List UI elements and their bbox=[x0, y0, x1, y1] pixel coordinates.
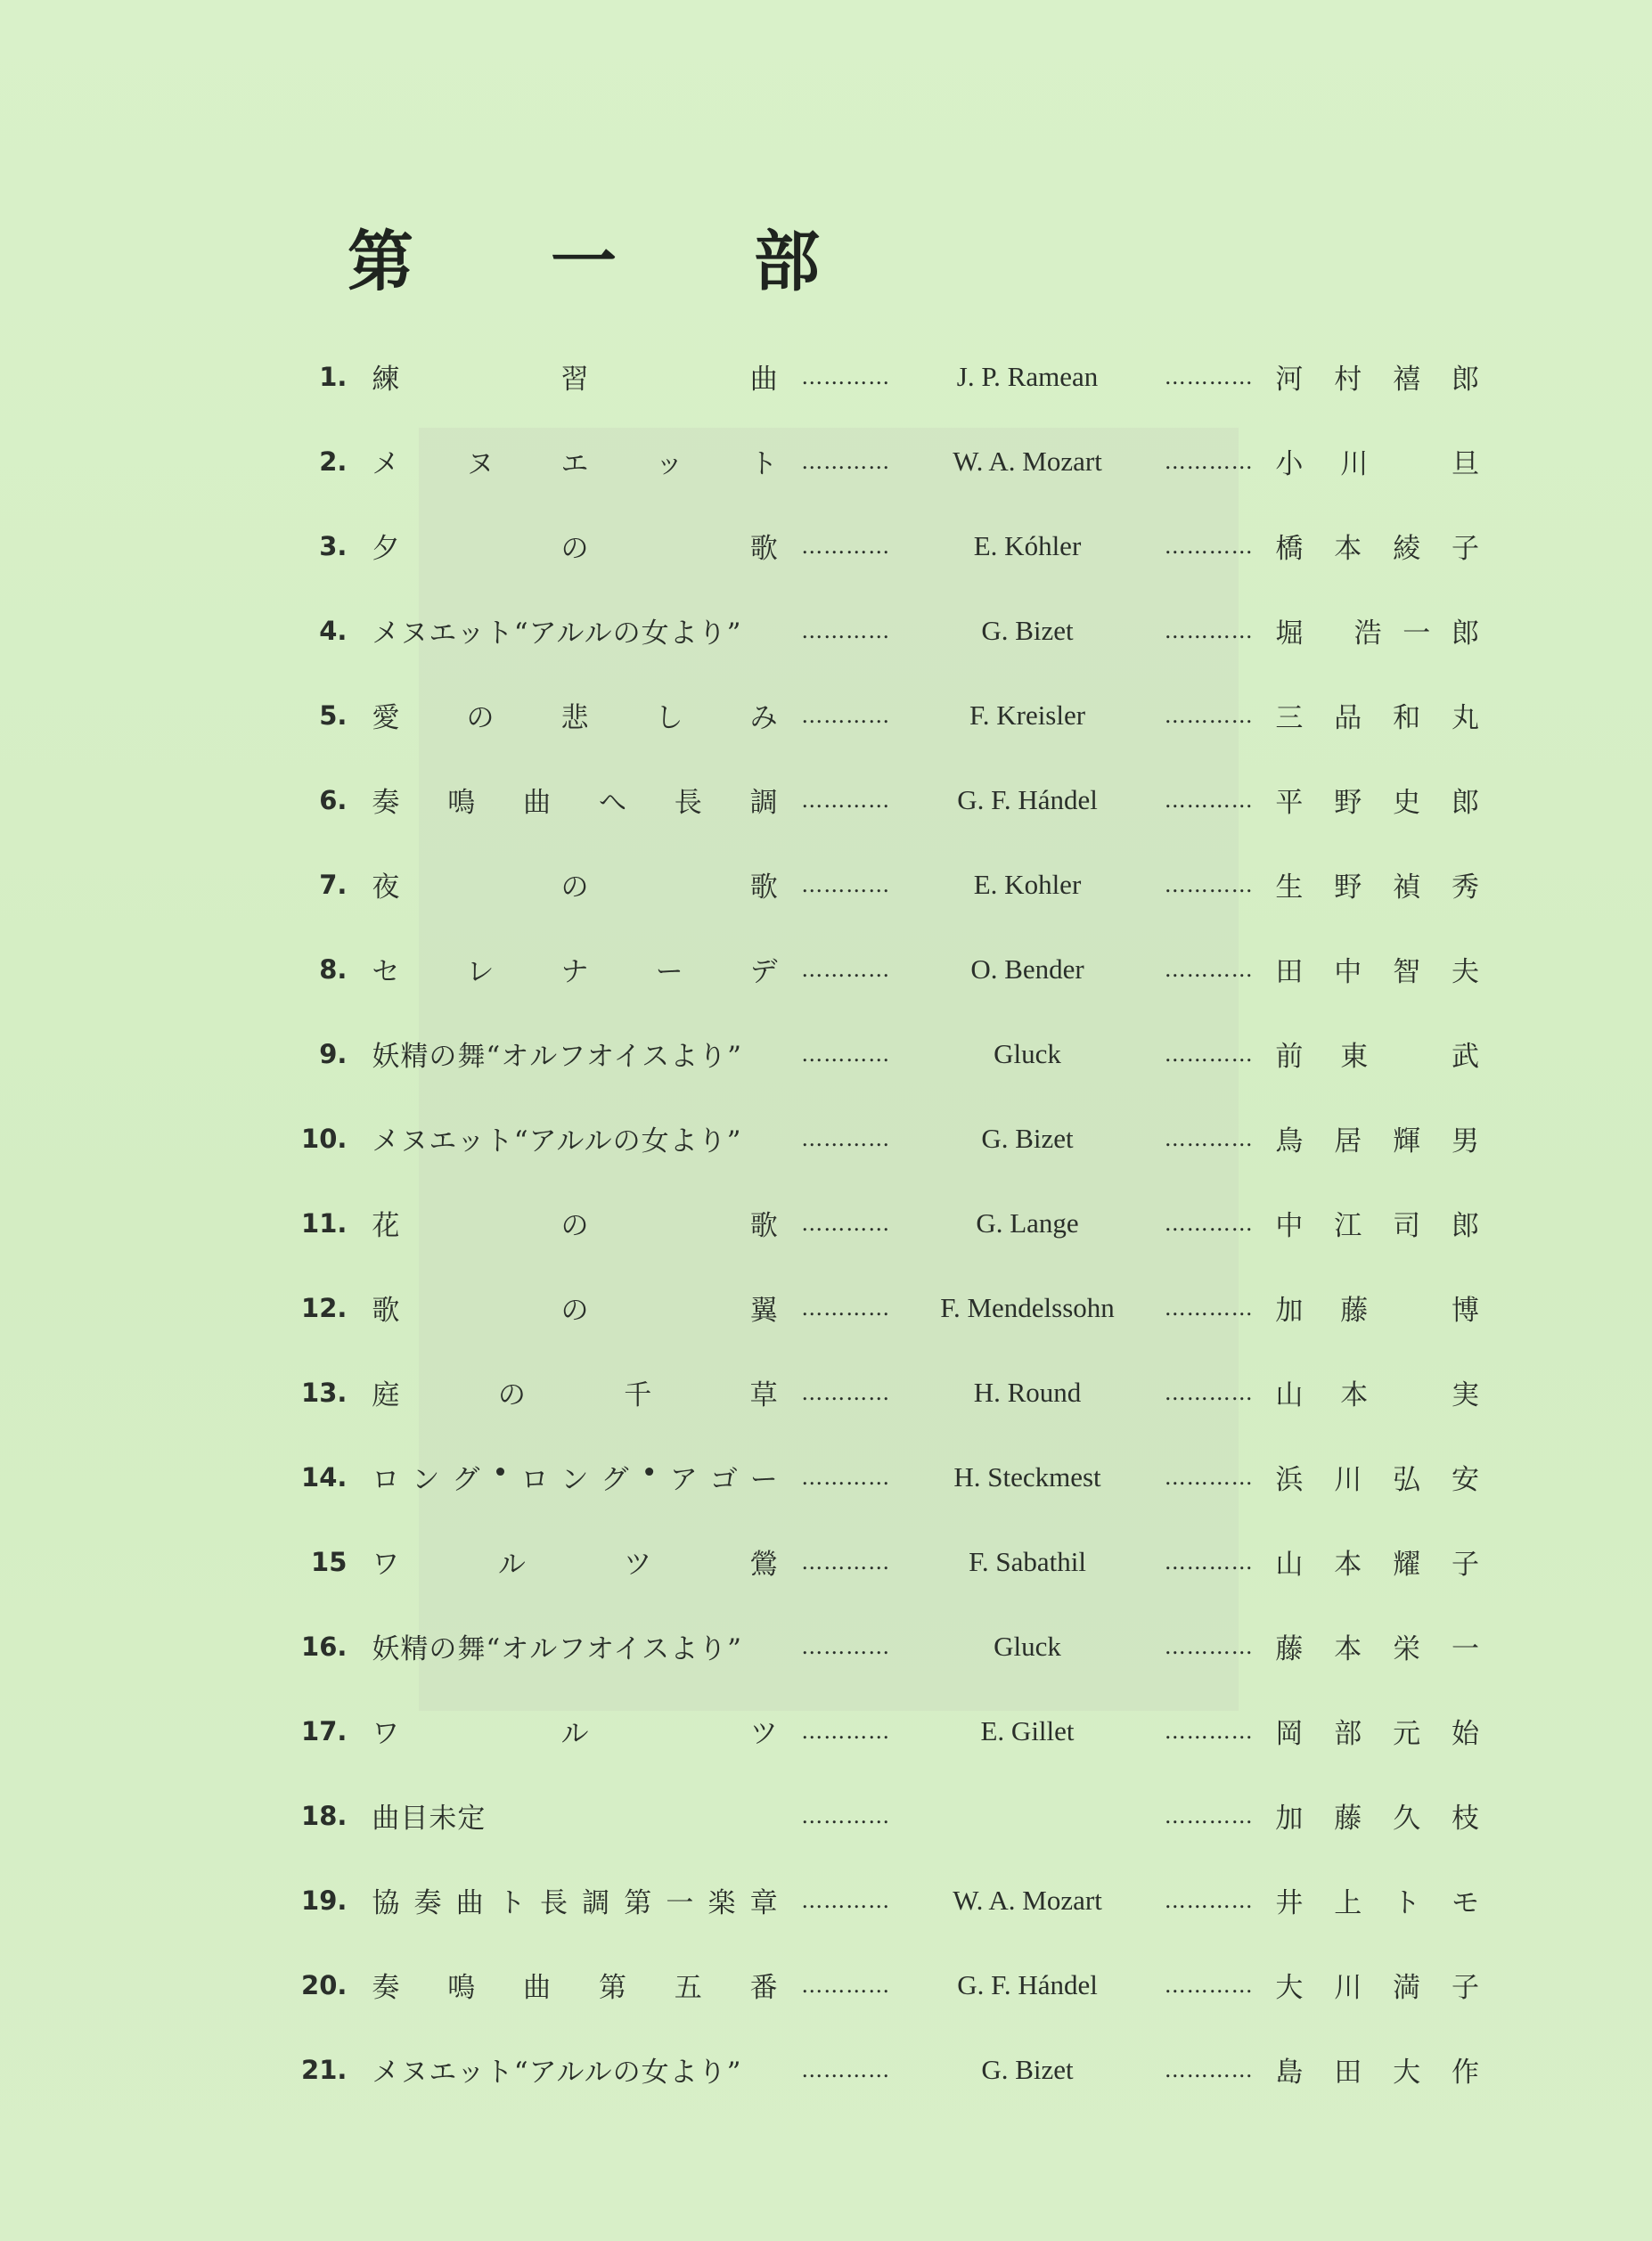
composer-name: W. A. Mozart bbox=[953, 445, 1102, 477]
leader-dots: ………… bbox=[1164, 1803, 1254, 1828]
leader-dots: ………… bbox=[801, 1549, 891, 1574]
item-number: 13. bbox=[301, 1377, 348, 1408]
composer-name: Gluck bbox=[994, 1630, 1061, 1662]
composer-name: E. Gillet bbox=[980, 1714, 1075, 1746]
leader-dots: ………… bbox=[1164, 618, 1254, 643]
leader-dots: ………… bbox=[801, 1633, 891, 1659]
item-number: 21. bbox=[301, 2054, 348, 2085]
leader-dots: ………… bbox=[801, 1464, 891, 1490]
performer-name: 井 上 ト モ bbox=[1275, 1887, 1479, 1919]
performer-name: 河 村 禧 郎 bbox=[1275, 364, 1479, 396]
leader-dots: ………… bbox=[801, 533, 891, 559]
program-row bbox=[258, 2027, 1479, 2112]
program-row bbox=[258, 673, 1479, 757]
piece-title: メヌエット“アルルの女より” bbox=[372, 618, 742, 650]
composer-name: G. Bizet bbox=[981, 614, 1074, 646]
program-row bbox=[258, 419, 1479, 503]
piece-title: 奏 鳴 曲 へ 長 調 bbox=[372, 787, 780, 819]
composer-name: J. P. Ramean bbox=[956, 360, 1099, 392]
leader-dots: ………… bbox=[801, 1379, 891, 1405]
performer-name: 藤 本 栄 一 bbox=[1275, 1633, 1479, 1665]
program-row bbox=[258, 1858, 1479, 1942]
performer-name: 大 川 満 子 bbox=[1275, 1972, 1479, 2004]
performer-name: 生 野 禎 秀 bbox=[1275, 871, 1479, 904]
piece-title: 歌 の 翼 bbox=[372, 1295, 780, 1327]
composer-name: F. Sabathil bbox=[969, 1545, 1086, 1577]
program-row bbox=[258, 1435, 1479, 1519]
composer-name: G. Bizet bbox=[981, 2053, 1074, 2085]
composer-name: Gluck bbox=[994, 1037, 1061, 1069]
program-row bbox=[258, 1773, 1479, 1858]
piece-title: 花 の 歌 bbox=[372, 1210, 780, 1242]
performer-name: 鳥 居 輝 男 bbox=[1275, 1125, 1479, 1157]
leader-dots: ………… bbox=[1164, 1633, 1254, 1659]
item-number: 14. bbox=[301, 1461, 348, 1493]
piece-title: ロ ン グ • ロ ン グ • ア ゴ ー bbox=[372, 1457, 780, 1496]
performer-name: 堀 浩 一 郎 bbox=[1275, 618, 1479, 650]
leader-dots: ………… bbox=[1164, 2057, 1254, 2082]
program-row bbox=[258, 588, 1479, 673]
program-row bbox=[258, 334, 1479, 419]
leader-dots: ………… bbox=[801, 1803, 891, 1828]
performer-name: 三 品 和 丸 bbox=[1275, 702, 1479, 734]
piece-title: 夜 の 歌 bbox=[372, 871, 780, 904]
leader-dots: ………… bbox=[801, 702, 891, 728]
item-number: 15 bbox=[311, 1546, 348, 1577]
performer-name: 平 野 史 郎 bbox=[1275, 787, 1479, 819]
leader-dots: ………… bbox=[1164, 364, 1254, 389]
leader-dots: ………… bbox=[801, 1887, 891, 1913]
piece-title: 庭 の 千 草 bbox=[372, 1379, 780, 1411]
item-number: 9. bbox=[319, 1038, 348, 1069]
program-row bbox=[258, 927, 1479, 1011]
piece-title: 夕 の 歌 bbox=[372, 533, 780, 565]
item-number: 17. bbox=[301, 1715, 348, 1746]
leader-dots: ………… bbox=[1164, 1718, 1254, 1744]
leader-dots: ………… bbox=[801, 1295, 891, 1321]
piece-title: メヌエット“アルルの女より” bbox=[372, 1125, 742, 1157]
leader-dots: ………… bbox=[1164, 871, 1254, 897]
leader-dots: ………… bbox=[801, 448, 891, 474]
piece-title: 愛 の 悲 し み bbox=[372, 702, 780, 734]
composer-name: E. Kohler bbox=[973, 868, 1082, 900]
leader-dots: ………… bbox=[801, 1125, 891, 1151]
composer-name: F. Kreisler bbox=[969, 699, 1086, 731]
item-number: 20. bbox=[301, 1969, 348, 2000]
program-list bbox=[258, 334, 1479, 2112]
program-row bbox=[258, 842, 1479, 927]
program-row bbox=[258, 1689, 1479, 1773]
performer-name: 小 川 旦 bbox=[1275, 448, 1479, 480]
item-number: 19. bbox=[301, 1885, 348, 1916]
leader-dots: ………… bbox=[1164, 1210, 1254, 1236]
program-row bbox=[258, 1096, 1479, 1181]
program-row bbox=[258, 1011, 1479, 1096]
program-row bbox=[258, 1604, 1479, 1689]
item-number: 3. bbox=[319, 530, 348, 561]
item-number: 8. bbox=[319, 953, 348, 985]
piece-title: ワ ル ツ 鶯 bbox=[372, 1549, 780, 1581]
leader-dots: ………… bbox=[1164, 1972, 1254, 1998]
leader-dots: ………… bbox=[801, 787, 891, 813]
composer-name: O. Bender bbox=[970, 953, 1084, 985]
item-number: 5. bbox=[319, 699, 348, 731]
leader-dots: ………… bbox=[1164, 956, 1254, 982]
leader-dots: ………… bbox=[801, 1972, 891, 1998]
item-number: 16. bbox=[301, 1631, 348, 1662]
performer-name: 山 本 実 bbox=[1275, 1379, 1479, 1411]
performer-name: 中 江 司 郎 bbox=[1275, 1210, 1479, 1242]
composer-name: G. F. Hándel bbox=[957, 783, 1098, 815]
leader-dots: ………… bbox=[1164, 1379, 1254, 1405]
leader-dots: ………… bbox=[1164, 1125, 1254, 1151]
composer-name: W. A. Mozart bbox=[953, 1884, 1102, 1916]
leader-dots: ………… bbox=[1164, 1549, 1254, 1574]
leader-dots: ………… bbox=[1164, 1887, 1254, 1913]
leader-dots: ………… bbox=[1164, 1041, 1254, 1067]
item-number: 1. bbox=[319, 361, 348, 392]
item-number: 6. bbox=[319, 784, 348, 815]
item-number: 12. bbox=[301, 1292, 348, 1323]
piece-title: 練 習 曲 bbox=[372, 364, 780, 396]
program-row bbox=[258, 757, 1479, 842]
leader-dots: ………… bbox=[1164, 1295, 1254, 1321]
composer-name: G. F. Hándel bbox=[957, 1968, 1098, 2000]
leader-dots: ………… bbox=[801, 871, 891, 897]
leader-dots: ………… bbox=[1164, 533, 1254, 559]
performer-name: 田 中 智 夫 bbox=[1275, 956, 1479, 988]
performer-name: 島 田 大 作 bbox=[1275, 2057, 1479, 2089]
composer-name: E. Kóhler bbox=[973, 529, 1082, 561]
section-title: 第 一 部 bbox=[348, 224, 855, 300]
leader-dots: ………… bbox=[1164, 1464, 1254, 1490]
composer-name: F. Mendelssohn bbox=[940, 1291, 1115, 1323]
performer-name: 浜 川 弘 安 bbox=[1275, 1464, 1479, 1496]
piece-title: 妖精の舞“オルフオイスより” bbox=[372, 1041, 742, 1073]
item-number: 10. bbox=[301, 1123, 348, 1154]
item-number: 2. bbox=[319, 446, 348, 477]
performer-name: 橋 本 綾 子 bbox=[1275, 533, 1479, 565]
piece-title: ワ ル ツ bbox=[372, 1718, 780, 1750]
performer-name: 前 東 武 bbox=[1275, 1041, 1479, 1073]
performer-name: 岡 部 元 始 bbox=[1275, 1718, 1479, 1750]
program-row bbox=[258, 1181, 1479, 1265]
piece-title: 妖精の舞“オルフオイスより” bbox=[372, 1633, 742, 1665]
piece-title: 曲目未定 bbox=[372, 1803, 487, 1835]
program-row bbox=[258, 1350, 1479, 1435]
performer-name: 加 藤 博 bbox=[1275, 1295, 1479, 1327]
program-row bbox=[258, 1942, 1479, 2027]
program-row bbox=[258, 1519, 1479, 1604]
item-number: 7. bbox=[319, 869, 348, 900]
program-row bbox=[258, 503, 1479, 588]
leader-dots: ………… bbox=[801, 1210, 891, 1236]
leader-dots: ………… bbox=[801, 2057, 891, 2082]
leader-dots: ………… bbox=[801, 618, 891, 643]
leader-dots: ………… bbox=[801, 364, 891, 389]
leader-dots: ………… bbox=[801, 956, 891, 982]
composer-name: H. Round bbox=[973, 1376, 1082, 1408]
piece-title: メ ヌ エ ッ ト bbox=[372, 448, 780, 480]
piece-title: 協 奏 曲 ト 長 調 第 一 楽 章 bbox=[372, 1887, 780, 1919]
leader-dots: ………… bbox=[801, 1041, 891, 1067]
composer-name: G. Lange bbox=[976, 1206, 1079, 1239]
item-number: 4. bbox=[319, 615, 348, 646]
piece-title: 奏 鳴 曲 第 五 番 bbox=[372, 1972, 780, 2004]
program-row bbox=[258, 1265, 1479, 1350]
composer-name: H. Steckmest bbox=[953, 1460, 1101, 1493]
performer-name: 加 藤 久 枝 bbox=[1275, 1803, 1479, 1835]
leader-dots: ………… bbox=[1164, 448, 1254, 474]
performer-name: 山 本 耀 子 bbox=[1275, 1549, 1479, 1581]
leader-dots: ………… bbox=[1164, 702, 1254, 728]
leader-dots: ………… bbox=[1164, 787, 1254, 813]
piece-title: セ レ ナ ー デ bbox=[372, 956, 780, 988]
piece-title: メヌエット“アルルの女より” bbox=[372, 2057, 742, 2089]
composer-name: G. Bizet bbox=[981, 1122, 1074, 1154]
leader-dots: ………… bbox=[801, 1718, 891, 1744]
item-number: 18. bbox=[301, 1800, 348, 1831]
item-number: 11. bbox=[301, 1207, 348, 1239]
